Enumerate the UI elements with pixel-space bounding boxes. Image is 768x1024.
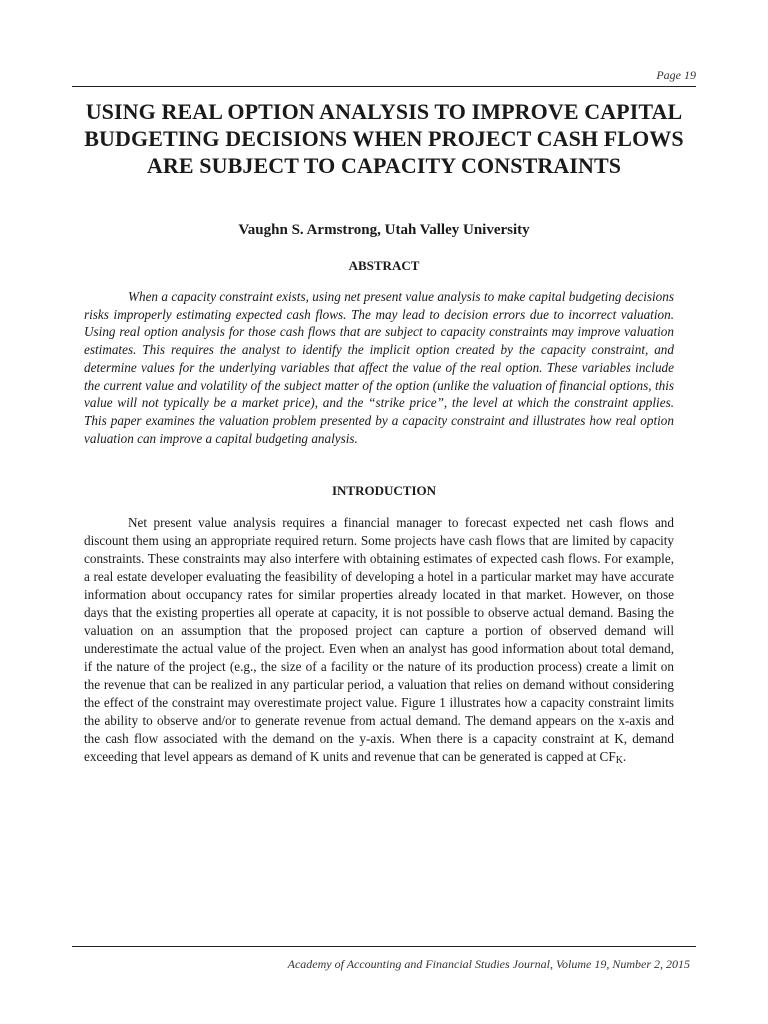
- abstract-text: When a capacity constraint exists, using net present value analysis to make capital budgeting decisions risks improperly estimating expected cash flows. The may lead to decision errors due to incorrect valuation. Using real option analysis for those cash flows that are subject to capacity constraints may improve valuation estimates. This requires the analyst to identify the implicit option created by the capacity constraint, and determine values for the underlying variables that affect the value of the real option. These variables include the current value and volatility of the subject matter of the option (unlike the valuation of financial options, this value will not typically be a market price), and the “strike price”, the level at which the constraint applies. This paper examines the valuation problem presented by a capacity constraint and illustrates how real option valuation can improve a capital budgeting analysis.: [84, 289, 674, 446]
- introduction-period: .: [622, 749, 627, 764]
- introduction-heading: INTRODUCTION: [331, 483, 436, 498]
- cf-subscript: K: [615, 755, 623, 766]
- paper-title: USING REAL OPTION ANALYSIS TO IMPROVE CAPITAL BUDGETING DECISIONS WHEN PROJECT CASH FLOWS ARE SUBJECT TO CAPACITY CONSTRAINTS: [84, 99, 684, 178]
- abstract-heading: ABSTRACT: [348, 258, 420, 273]
- introduction-paragraph: Net present value analysis requires a financial manager to forecast expected net cash flows and discount them using an appropriate required return. Some projects have cash flows that are limited by capacity constraints. These constraints may also interfere with obtaining estimates of expected cash flows. For example, a real estate developer evaluating the feasibility of developing a hotel in a particular market may have accurate information about occupancy rates for similar properties already located in that market. However, on those days that the existing properties all operate at capacity, it is not possible to observe actual demand. Basing the valuation on an assumption that the proposed project can capture a portion of observed demand will underestimate the actual value of the project. Even when an analyst has good information about total demand, if the nature of the project (e.g., the size of a facility or the nature of its production process) create a limit on the revenue that can be realized in any particular period, a valuation that relies on demand without considering the effect of the constraint may overestimate project value. Figure 1 illustrates how a capacity constraint limits the ability to observe and/or to generate revenue from actual demand. The demand appears on the x-axis and the cash flow associated with the demand on the y-axis. When there is a capacity constraint at K, demand exceeding that level appears as demand of K units and revenue that can be generated is capped at CF: [84, 515, 674, 764]
- header-rule: [72, 86, 696, 87]
- page-number: Page 19: [656, 68, 696, 82]
- journal-footer: Academy of Accounting and Financial Studies Journal, Volume 19, Number 2, 2015: [287, 957, 690, 971]
- introduction-text: [84, 514, 674, 770]
- footer-rule: [72, 946, 696, 947]
- author-line: Vaughn S. Armstrong, Utah Valley University: [238, 222, 530, 238]
